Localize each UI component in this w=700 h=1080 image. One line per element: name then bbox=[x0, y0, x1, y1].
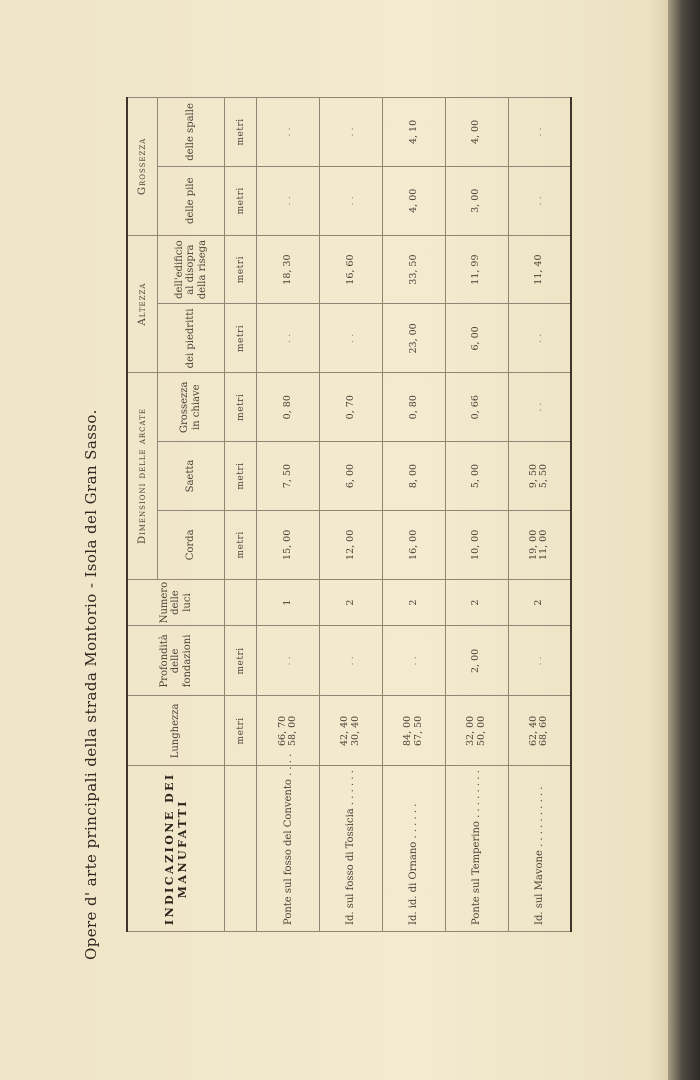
cell-corda bbox=[382, 510, 445, 579]
cell-lunghezza-value: 32, 00 bbox=[465, 715, 477, 746]
cell-saetta bbox=[508, 442, 571, 511]
table-row bbox=[508, 98, 571, 932]
cell-saetta bbox=[257, 442, 320, 511]
cell-spalle: . . bbox=[319, 98, 382, 167]
table-row bbox=[257, 98, 320, 932]
header-pile: delle pile bbox=[157, 166, 224, 235]
row-name: Id. id. di Ornano . . . . . . bbox=[382, 766, 445, 932]
cell-saetta-value: 9, 50 bbox=[527, 463, 539, 489]
table-row bbox=[382, 98, 445, 932]
unit-label: metri bbox=[225, 696, 257, 766]
cell-piedritti: 6, 00 bbox=[445, 304, 508, 373]
cell-lunghezza bbox=[319, 696, 382, 766]
cell-numero-luci: 1 bbox=[257, 579, 320, 626]
cell-corda bbox=[257, 510, 320, 579]
cell-piedritti: . . bbox=[508, 304, 571, 373]
cell-corda-value: 11, 00 bbox=[538, 529, 550, 560]
cell-spalle: 4, 10 bbox=[382, 98, 445, 167]
cell-numero-luci: 2 bbox=[319, 579, 382, 626]
cell-saetta bbox=[445, 442, 508, 511]
cell-lunghezza-value: 68, 60 bbox=[538, 715, 550, 746]
cell-edificio: 33, 50 bbox=[382, 235, 445, 304]
cell-lunghezza bbox=[508, 696, 571, 766]
cell-corda-value: 15, 00 bbox=[281, 529, 293, 560]
cell-saetta bbox=[319, 442, 382, 511]
cell-corda bbox=[319, 510, 382, 579]
unit-blank bbox=[225, 579, 257, 626]
cell-saetta-value: 5, 00 bbox=[470, 463, 482, 489]
cell-lunghezza bbox=[382, 696, 445, 766]
cell-edificio: 11, 99 bbox=[445, 235, 508, 304]
cell-saetta-value: 8, 00 bbox=[407, 463, 419, 489]
header-grossezza-chiave: Grossezza in chiave bbox=[157, 373, 224, 442]
header-description: INDICAZIONE DEI MANUFATTI bbox=[127, 766, 225, 932]
row-name: Ponte sul Temperino . . . . . . . . bbox=[445, 766, 508, 932]
cell-corda bbox=[508, 510, 571, 579]
cell-saetta-value: 7, 50 bbox=[281, 463, 293, 489]
cell-profondita: . . bbox=[319, 626, 382, 696]
cell-lunghezza-value: 66, 70 bbox=[276, 715, 288, 746]
row-name: Id. sul fosso di Tossicia . . . . . . bbox=[319, 766, 382, 932]
cell-edificio: 16, 60 bbox=[319, 235, 382, 304]
unit-label: metri bbox=[225, 98, 257, 167]
cell-pile: . . bbox=[319, 166, 382, 235]
header-profondita: Profondità delle fondazioni bbox=[127, 626, 225, 696]
unit-label: metri bbox=[225, 235, 257, 304]
cell-profondita: . . bbox=[508, 626, 571, 696]
header-altezza-group: Altezza bbox=[127, 235, 157, 373]
cell-profondita: . . bbox=[382, 626, 445, 696]
cell-pile: 4, 00 bbox=[382, 166, 445, 235]
header-spalle: delle spalle bbox=[157, 98, 224, 167]
header-grossezza-group: Grossezza bbox=[127, 98, 157, 236]
unit-label: metri bbox=[225, 626, 257, 696]
unit-blank bbox=[225, 766, 257, 932]
cell-corda bbox=[445, 510, 508, 579]
works-table bbox=[126, 97, 572, 932]
cell-piedritti: . . bbox=[319, 304, 382, 373]
cell-lunghezza-value: 42, 40 bbox=[339, 715, 351, 746]
cell-lunghezza-value: 84, 00 bbox=[402, 715, 414, 746]
unit-label: metri bbox=[225, 373, 257, 442]
page-title: Opere d' arte principali della strada Montorio - Isola del Gran Sasso. bbox=[82, 409, 100, 960]
cell-pile: . . bbox=[257, 166, 320, 235]
cell-edificio: 11, 40 bbox=[508, 235, 571, 304]
cell-lunghezza bbox=[445, 696, 508, 766]
cell-grossezza-chiave: 0, 70 bbox=[319, 373, 382, 442]
cell-grossezza-chiave: 0, 66 bbox=[445, 373, 508, 442]
cell-lunghezza-value: 62, 40 bbox=[527, 715, 539, 746]
cell-corda-value: 16, 00 bbox=[407, 529, 419, 560]
cell-pile: . . bbox=[508, 166, 571, 235]
header-saetta: Saetta bbox=[157, 442, 224, 511]
header-edificio: dell'edificio al disopra della risega bbox=[157, 235, 224, 304]
cell-piedritti: 23, 00 bbox=[382, 304, 445, 373]
cell-grossezza-chiave: 0, 80 bbox=[257, 373, 320, 442]
table-row bbox=[319, 98, 382, 932]
header-lunghezza: Lunghezza bbox=[127, 696, 225, 766]
unit-label: metri bbox=[225, 304, 257, 373]
header-corda: Corda bbox=[157, 510, 224, 579]
cell-spalle: . . bbox=[257, 98, 320, 167]
row-name: Ponte sul fosso del Convento . . . . bbox=[257, 766, 320, 932]
table-row bbox=[445, 98, 508, 932]
unit-label: metri bbox=[225, 166, 257, 235]
cell-grossezza-chiave: . . bbox=[508, 373, 571, 442]
unit-label: metri bbox=[225, 442, 257, 511]
cell-saetta-value: 6, 00 bbox=[344, 463, 356, 489]
cell-profondita: 2, 00 bbox=[445, 626, 508, 696]
header-piedritti: dei piedritti bbox=[157, 304, 224, 373]
cell-corda-value: 19, 00 bbox=[527, 529, 539, 560]
cell-lunghezza-value: 30, 40 bbox=[349, 715, 361, 746]
cell-numero-luci: 2 bbox=[508, 579, 571, 626]
unit-label: metri bbox=[225, 510, 257, 579]
cell-pile: 3, 00 bbox=[445, 166, 508, 235]
cell-saetta bbox=[382, 442, 445, 511]
cell-profondita: . . bbox=[257, 626, 320, 696]
cell-lunghezza-value: 67, 50 bbox=[412, 715, 424, 746]
row-name: Id. sul Mavone . . . . . . . . . . bbox=[508, 766, 571, 932]
cell-lunghezza-value: 50, 00 bbox=[475, 715, 487, 746]
header-numero-luci: Numero delle luci bbox=[127, 579, 225, 626]
cell-lunghezza-value: 58, 00 bbox=[287, 715, 299, 746]
cell-edificio: 18, 30 bbox=[257, 235, 320, 304]
cell-spalle: . . bbox=[508, 98, 571, 167]
cell-grossezza-chiave: 0, 80 bbox=[382, 373, 445, 442]
cell-corda-value: 10, 00 bbox=[470, 529, 482, 560]
cell-spalle: 4, 00 bbox=[445, 98, 508, 167]
table-body bbox=[257, 98, 571, 932]
cell-piedritti: . . bbox=[257, 304, 320, 373]
cell-saetta-value: 5, 50 bbox=[538, 463, 550, 489]
header-dimensioni-group: Dimensioni delle arcate bbox=[127, 373, 157, 579]
cell-numero-luci: 2 bbox=[445, 579, 508, 626]
cell-corda-value: 12, 00 bbox=[344, 529, 356, 560]
cell-numero-luci: 2 bbox=[382, 579, 445, 626]
